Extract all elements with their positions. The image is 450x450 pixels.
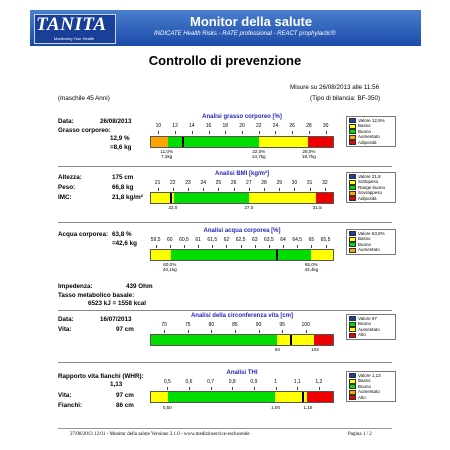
bmi-tick-mark — [249, 188, 250, 191]
whr-legend-item — [349, 395, 393, 400]
impedance-value: 439 Ohm — [126, 283, 153, 290]
waist-date: 16/07/2013 — [100, 316, 132, 323]
water-legend-label: Basso — [358, 236, 371, 242]
water-tick-label: 62,5 — [235, 237, 246, 243]
whr-tick-label: 0,9 — [250, 379, 258, 385]
water-tick-label: 62 — [223, 237, 230, 243]
height-label: Altezza: — [58, 174, 82, 181]
water-tick-mark — [226, 245, 227, 248]
whr-tick-label: 0,6 — [185, 379, 193, 385]
fat-tick-label: 18 — [222, 123, 229, 129]
bmi-tick-label: 27 — [246, 180, 252, 186]
whr-tick-label: 1 — [274, 379, 277, 385]
waist-legend-label: Alto — [358, 332, 366, 338]
fat-legend-label: Buono — [358, 128, 372, 134]
fat-legend-label: Aumentato — [358, 134, 380, 140]
water-legend-label: Buono — [358, 241, 372, 247]
bmi-legend-label: Adiposità — [358, 195, 377, 201]
page-number: Pagina 1 / 2 — [348, 432, 372, 437]
water-tick-label: 63 — [251, 237, 258, 243]
whr-tick-label: 1,2 — [315, 379, 323, 385]
bmi-tick-mark — [218, 188, 219, 191]
divider — [58, 166, 392, 167]
whr-legend-swatch — [349, 390, 356, 395]
waist-value-marker — [290, 334, 292, 346]
fat-tick-mark — [209, 131, 210, 134]
bmi-legend-label: Sovrappeso — [358, 190, 383, 196]
water-ticks — [150, 238, 334, 246]
water-tick-label: 65 — [308, 237, 315, 243]
water-legend-swatch — [349, 248, 356, 253]
footer-rule — [58, 428, 392, 429]
fat-pct: 12,9 % — [110, 135, 130, 142]
whr-value-marker — [302, 391, 304, 403]
whr-bar — [150, 391, 334, 403]
bmi-tick-label: 22 — [170, 180, 176, 186]
fat-legend-swatch — [349, 135, 356, 140]
bmi-tick-label: 31 — [306, 180, 313, 186]
waist-legend-swatch — [349, 322, 356, 327]
bmi-legend-label: Sottopeso — [358, 179, 379, 185]
fat-legend-item — [349, 140, 393, 145]
bmi-tick-mark — [294, 188, 295, 191]
hip-label: Fianchi: — [58, 402, 83, 409]
fat-tick-mark — [158, 131, 159, 134]
whr-tick-mark — [189, 387, 190, 390]
bmi-legend-label: Range buono — [358, 184, 386, 190]
water-bar-segment — [151, 250, 171, 260]
waist-label: Vita: — [58, 326, 72, 333]
waist-tick-mark — [211, 330, 212, 333]
bmi-bar-segment — [174, 193, 249, 203]
bmi-tick-label: 32 — [322, 180, 328, 186]
bmi-tick-label: 30 — [291, 180, 298, 186]
fat-tick-label: 12 — [172, 123, 178, 129]
water-chart-title: Analisi acqua corporea [%] — [203, 228, 281, 234]
fat-tick-label: 26 — [289, 123, 295, 129]
whr-legend-swatch — [349, 379, 356, 384]
whr-threshold-label: 1,15 — [303, 405, 313, 410]
waist-captions — [150, 347, 334, 355]
app-subtitle: INDICATE Health Risks - RATE professional - REACT prophylactic® — [154, 31, 336, 37]
fat-tick-label: 14 — [189, 123, 195, 129]
divider — [58, 310, 392, 311]
metabolic-value: 6523 kJ = 1558 kcal — [88, 300, 146, 307]
whr-ticks — [150, 380, 334, 388]
fat-tick-mark — [242, 131, 243, 134]
waist-chart-title: Analisi della circonferenza vita [cm] — [190, 313, 294, 319]
fat-date-label: Data: — [58, 118, 74, 125]
height-value: 175 cm — [112, 174, 134, 181]
app-title: Monitor della salute — [190, 14, 313, 29]
water-legend-label: Aumentato — [358, 247, 380, 253]
footer-text: 27/08/2013 12:01 - Monitor della salute Versione 3.1.0 - www.medizinservice-eschwende — [70, 432, 250, 437]
water-tick-mark — [269, 245, 270, 248]
water-legend-swatch — [349, 237, 356, 242]
whr-tick-label: 0,5 — [163, 379, 171, 385]
bmi-chart-title: Analisi BMI [kg/m²] — [214, 171, 269, 177]
water-tick-mark — [156, 245, 157, 248]
waist-date-label: Data: — [58, 316, 74, 323]
bmi-legend-swatch — [349, 196, 356, 201]
fat-tick-mark — [292, 131, 293, 134]
waist-legend-item — [349, 332, 393, 337]
imc-label: IMC: — [58, 194, 72, 201]
whr-chart-title: Analisi THI — [226, 370, 258, 376]
water-tick-label: 61,5 — [207, 237, 218, 243]
bmi-tick-label: 25 — [215, 180, 222, 186]
waist-bar-segment — [151, 335, 277, 345]
bmi-tick-mark — [264, 188, 265, 191]
fat-tick-mark — [175, 131, 176, 134]
waist-tick-label: 85 — [232, 322, 238, 328]
fat-threshold-label: 28,0% 18,7kg — [302, 149, 316, 159]
water-bar-segment — [171, 250, 311, 260]
gender-age: (maschile 45 Anni) — [58, 95, 110, 102]
fat-tick-label: 16 — [205, 123, 212, 129]
waist-legend-label: Buono — [358, 321, 372, 327]
waist-legend-swatch — [349, 333, 356, 338]
whr-legend-label: Basso — [358, 378, 371, 384]
water-tick-mark — [311, 245, 312, 248]
bmi-tick-mark — [325, 188, 326, 191]
waist-tick-label: 70 — [161, 322, 167, 328]
bmi-captions — [150, 205, 334, 213]
waist-bar-segment — [314, 335, 333, 345]
fat-tick-mark — [259, 131, 260, 134]
fat-bar — [150, 136, 334, 148]
water-tick-label: 59,5 — [150, 237, 161, 243]
fat-label: Grasso corporeo: — [58, 127, 111, 134]
fat-tick-label: 28 — [306, 123, 312, 129]
bmi-tick-mark — [279, 188, 280, 191]
whr-tick-label: 1,1 — [293, 379, 301, 385]
fat-tick-label: 20 — [239, 123, 245, 129]
whr-legend-label: Buono — [358, 383, 372, 389]
whr-captions — [150, 405, 334, 413]
whr-legend-label: Alto — [358, 394, 366, 400]
divider — [58, 362, 392, 363]
waist-tick-label: 75 — [184, 322, 191, 328]
whr-threshold-label: 1,00 — [271, 405, 281, 410]
logo-tagline: Monitoring Your Health — [53, 36, 95, 41]
fat-legend-swatch — [349, 140, 356, 145]
fat-kg: =8,6 kg — [110, 144, 132, 151]
hip-value: 86 cm — [116, 402, 134, 409]
water-label: Acqua corporea: — [58, 231, 109, 238]
fat-tick-mark — [326, 131, 327, 134]
whr-tick-label: 0,7 — [207, 379, 215, 385]
imc-value: 21,8 kg/m² — [112, 194, 143, 201]
fat-legend — [346, 116, 396, 147]
waist-tick-label: 95 — [279, 322, 285, 328]
bmi-bar-segment — [249, 193, 317, 203]
whr-legend — [346, 371, 396, 402]
water-threshold-label: 60,0% 40,1kg — [162, 262, 177, 272]
waist-bar — [150, 334, 334, 346]
whr-tick-label: 0,8 — [228, 379, 236, 385]
bmi-tick-label: 28 — [261, 180, 267, 186]
waist-tick-label: 90 — [255, 322, 262, 328]
water-tick-mark — [297, 245, 298, 248]
bmi-tick-label: 23 — [185, 180, 191, 186]
water-tick-mark — [255, 245, 256, 248]
bmi-tick-label: 29 — [276, 180, 283, 186]
whr-bar-segment — [307, 392, 333, 402]
water-tick-label: 64 — [280, 237, 286, 243]
bmi-threshold-label: 27,0 — [244, 205, 254, 210]
water-tick-mark — [283, 245, 284, 248]
waist-legend-label: Valore 97 — [358, 316, 377, 321]
divider — [58, 222, 392, 223]
water-legend-item — [349, 247, 393, 252]
fat-bar-segment — [259, 137, 309, 147]
water-tick-mark — [326, 245, 327, 248]
fat-bar-segment — [168, 137, 259, 147]
water-tick-label: 63,5 — [264, 237, 274, 243]
whr-tick-mark — [276, 387, 277, 390]
whr-tick-mark — [297, 387, 298, 390]
weight-label: Peso: — [58, 184, 76, 191]
fat-threshold-label: 11,0% 7,3kg — [160, 149, 174, 159]
logo-text: TANITA — [36, 14, 107, 35]
fat-tick-label: 10 — [155, 123, 162, 129]
bmi-threshold-label: 31,5 — [312, 205, 322, 210]
fat-captions — [150, 149, 334, 163]
water-tick-mark — [198, 245, 199, 248]
fat-tick-mark — [225, 131, 226, 134]
waist-tick-mark — [188, 330, 189, 333]
whr-tick-mark — [254, 387, 255, 390]
whr-tick-mark — [167, 387, 168, 390]
water-kg: =42,6 kg — [112, 240, 138, 247]
fat-legend-label: Valore 12,9% — [358, 118, 385, 123]
whr-bar-segment — [168, 392, 275, 402]
bmi-bar-segment — [316, 193, 333, 203]
bmi-threshold-label: 22,0 — [168, 205, 178, 210]
water-tick-label: 61 — [195, 237, 201, 243]
waist-legend-label: Aumentato — [358, 326, 380, 332]
fat-date: 26/08/2013 — [100, 118, 132, 125]
fat-value-marker — [182, 136, 184, 148]
fat-tick-mark — [192, 131, 193, 134]
measure-date: Misure su 26/08/2013 alle 11:56 — [290, 84, 380, 91]
waist-value: 97 cm — [116, 326, 134, 333]
waist-legend — [346, 314, 396, 340]
scale-type: (Tipo di bilancia: BF-350) — [310, 95, 381, 102]
waist-tick-mark — [259, 330, 260, 333]
water-legend — [346, 229, 396, 255]
whr-waist-value: 97 cm — [116, 392, 134, 399]
water-tick-label: 64,5 — [292, 237, 303, 243]
water-pct: 63,8 % — [112, 231, 132, 238]
bmi-tick-mark — [203, 188, 204, 191]
fat-tick-label: 24 — [272, 123, 279, 129]
whr-tick-mark — [211, 387, 212, 390]
waist-tick-mark — [282, 330, 283, 333]
water-captions — [150, 262, 334, 276]
bmi-tick-mark — [173, 188, 174, 191]
bmi-legend-swatch — [349, 180, 356, 185]
water-bar-segment — [311, 250, 333, 260]
fat-threshold-label: 22,0% 14,7kg — [251, 149, 266, 159]
waist-threshold-label: 102 — [311, 347, 319, 352]
impedance-label: Impedenza: — [58, 283, 93, 290]
waist-tick-label: 100 — [301, 322, 310, 328]
bmi-legend-swatch — [349, 191, 356, 196]
bmi-legend-label: Valore 21,8 — [358, 174, 381, 179]
whr-waist-label: Vita: — [58, 392, 72, 399]
water-tick-mark — [241, 245, 242, 248]
fat-legend-label: Adiposità — [358, 139, 377, 145]
bmi-ticks — [150, 181, 334, 189]
fat-chart-title: Analisi grasso corporeo [%] — [202, 114, 282, 120]
waist-bar-segment — [277, 335, 314, 345]
fat-legend-swatch — [349, 124, 356, 129]
fat-legend-label: Basso — [358, 123, 371, 129]
waist-ticks — [150, 323, 334, 331]
page-title: Controllo di prevenzione — [148, 53, 302, 68]
waist-tick-mark — [235, 330, 236, 333]
bmi-tick-label: 24 — [200, 180, 206, 186]
fat-bar-segment — [308, 137, 333, 147]
whr-bar-segment — [151, 392, 168, 402]
water-tick-label: 65,5 — [320, 237, 331, 243]
water-threshold-label: 65,0% 43,4kg — [304, 262, 319, 272]
bmi-tick-mark — [188, 188, 189, 191]
waist-tick-label: 80 — [208, 322, 215, 328]
whr-tick-mark — [319, 387, 320, 390]
bmi-value-marker — [170, 192, 172, 204]
fat-bar-segment — [151, 137, 168, 147]
bmi-legend-item — [349, 196, 393, 201]
whr-tick-mark — [232, 387, 233, 390]
waist-tick-mark — [306, 330, 307, 333]
waist-tick-mark — [164, 330, 165, 333]
water-tick-mark — [170, 245, 171, 248]
bmi-legend — [346, 172, 396, 203]
water-tick-label: 60 — [167, 237, 173, 243]
whr-threshold-label: 0,50 — [162, 405, 172, 410]
water-tick-label: 60,5 — [179, 237, 189, 243]
weight-value: 66,8 kg — [112, 184, 134, 191]
water-tick-mark — [184, 245, 185, 248]
whr-ratio: 1,13 — [110, 381, 123, 388]
water-bar — [150, 249, 334, 261]
water-tick-mark — [212, 245, 213, 248]
whr-legend-label: Aumentato — [358, 389, 380, 395]
water-legend-label: Valore 63,8% — [358, 231, 385, 236]
fat-tick-mark — [275, 131, 276, 134]
whr-legend-label: Valore 1,13 — [358, 373, 381, 378]
whr-label: Rapporto vita fianchi (WHR): — [58, 373, 144, 380]
whr-legend-swatch — [349, 395, 356, 400]
fat-tick-mark — [309, 131, 310, 134]
bmi-tick-label: 26 — [230, 180, 237, 186]
fat-tick-label: 22 — [255, 123, 262, 129]
bmi-tick-mark — [310, 188, 311, 191]
bmi-tick-mark — [158, 188, 159, 191]
bmi-tick-label: 21 — [154, 180, 161, 186]
metabolic-label: Tasso metabolico basale: — [58, 292, 135, 299]
bmi-bar — [150, 192, 334, 204]
fat-tick-label: 30 — [322, 123, 329, 129]
water-value-marker — [276, 249, 278, 261]
waist-threshold-label: 94 — [274, 347, 280, 352]
bmi-tick-mark — [234, 188, 235, 191]
fat-ticks — [150, 124, 334, 132]
